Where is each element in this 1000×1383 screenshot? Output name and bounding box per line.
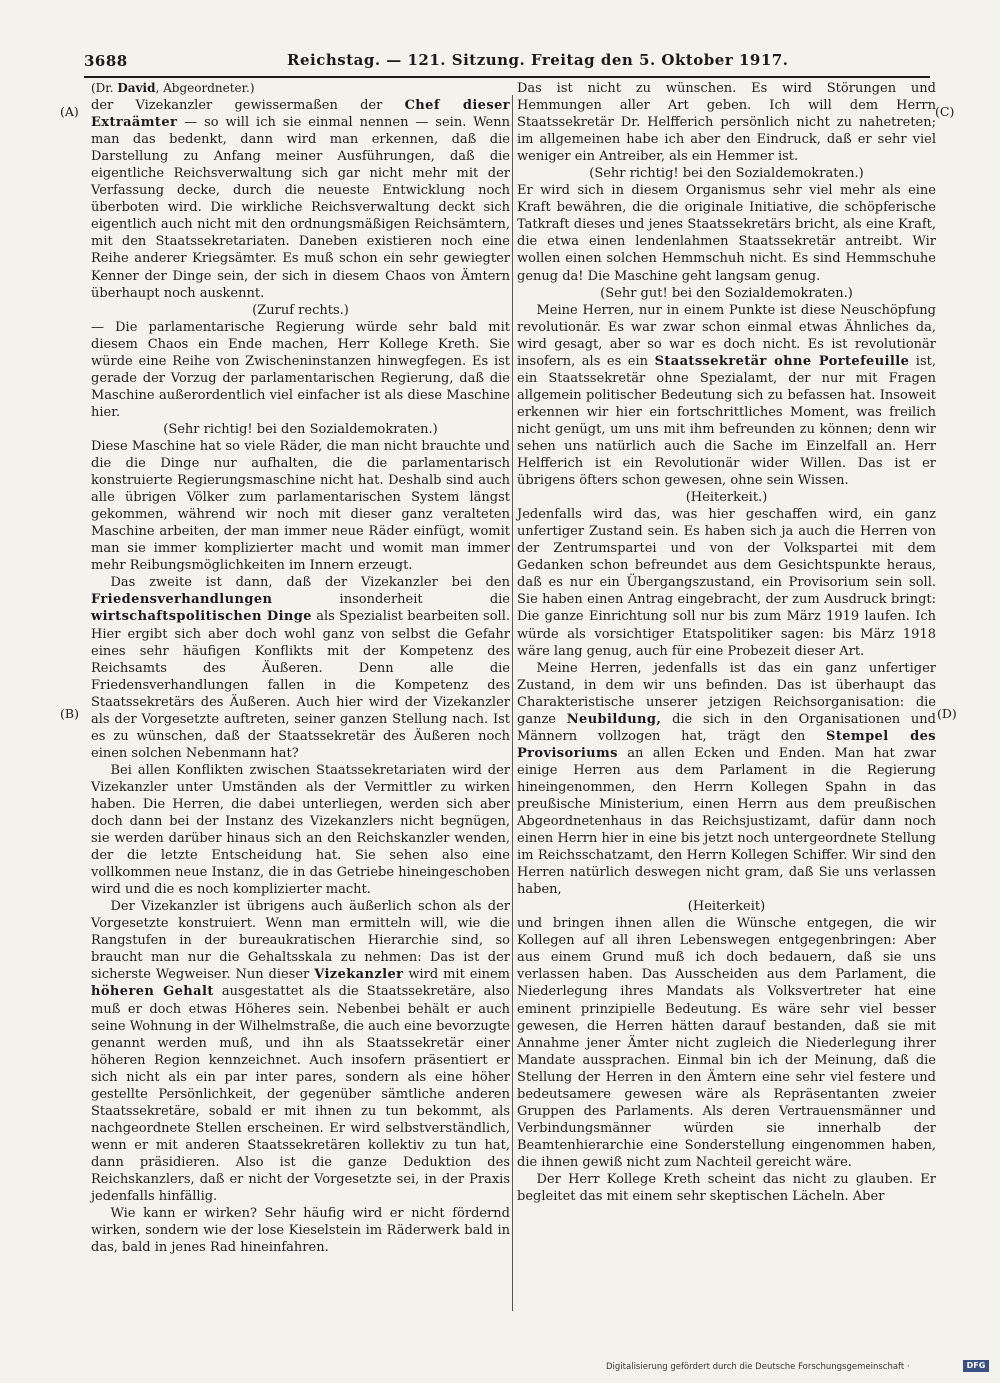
margin-marker-a: (A) bbox=[60, 104, 79, 119]
paragraph: der Vizekanzler gewissermaßen der Chef dieser Extraämter — so will ich sie einmal nennen — sein. Wenn man das bedenkt, dann wird man erkennen, daß die Darstellung zu Anfang meiner Ausführungen, daß die eigentliche Reichsverwaltung sich gar nicht mehr mit der Verfassung decke, durch die neueste Entwicklung noch überboten wird. Die wirkliche Reichsverwaltung deckt sich eigentlich auch nicht mit den ordnungsmäßigen Reichsämtern, mit den Staatssekretariaten. Daneben existieren noch eine Reihe anderer Kriegsämter. Es muß schon ein sehr gewiegter Kenner der Dinge sein, der sich in diesem Chaos von Ämtern überhaupt noch auskennt. bbox=[91, 98, 510, 301]
right-column bbox=[517, 80, 936, 1205]
paragraph: Das ist nicht zu wünschen. Es wird Störungen und Hemmungen aller Art geben. Ich will dem Herrn Staatssekretär Dr. Helfferich persönlich nicht zu nahetreten; im allgemeinen habe ich aber den Eindruck, daß er sehr viel weniger ein Antreiber, als ein Hemmer ist. bbox=[517, 81, 936, 165]
left-column bbox=[91, 80, 510, 1256]
column-divider bbox=[512, 95, 513, 1311]
paragraph: Er wird sich in diesem Organismus sehr viel mehr als eine Kraft bewähren, die die originale Initiative, die schöpferische Tatkraft dieses und jenes Staatssekretärs bricht, als eine Kraft, die etwa einen lendenlahmen Staatssekretär antreibt. Wir wollen einen solchen Hemmschuh nicht. Es sind Hemmschuhe genug da! Die Maschine geht langsam genug. bbox=[517, 183, 936, 284]
paragraph: Jedenfalls wird das, was hier geschaffen wird, ein ganz unfertiger Zustand sein. Es haben sich ja auch die Herren von der Zentrumspartei und von der Volkspartei mit dem Gedanken schon befreundet aus dem Gesichtspunkte heraus, daß es nur ein Übergangszustand, ein Provisorium sein soll. Sie haben einen Antrag eingebracht, der zum Ausdruck bringt: Die ganze Einrichtung soll nur bis zum März 1919 laufen. Ich würde als vorsichtiger Etatspolitiker sagen: bis März 1918 wäre lang genug, auch für eine Probezeit dieser Art. bbox=[517, 507, 936, 659]
speaker-line: (Dr. David, Abgeordneter.) bbox=[91, 81, 255, 95]
paragraph: — Die parlamentarische Regierung würde sehr bald mit diesem Chaos ein Ende machen, Herr Kollege Kreth. Sie würde eine Reihe von Zwischeninstanzen hinwegfegen. Es ist gerade der Vorzug der parlamentarischen Regierung, daß die Maschine außerordentlich viel einfacher ist als diese Maschine hier. bbox=[91, 319, 510, 420]
header-rule bbox=[84, 76, 930, 78]
interjection: (Heiterkeit.) bbox=[685, 490, 768, 506]
running-head: Reichstag. — 121. Sitzung. Freitag den 5. Oktober 1917. bbox=[287, 51, 789, 69]
interjection: (Heiterkeit) bbox=[687, 899, 766, 915]
interjection: (Sehr richtig! bei den Sozialdemokraten.) bbox=[163, 421, 438, 437]
interjection: (Sehr gut! bei den Sozialdemokraten.) bbox=[600, 285, 853, 301]
paragraph: Wie kann er wirken? Sehr häufig wird er nicht fördernd wirken, sondern wie der lose Kieselstein im Räderwerk bald in das, bald in jenes Rad hineinfahren. bbox=[91, 1206, 510, 1256]
paragraph: Meine Herren, jedenfalls ist das ein ganz unfertiger Zustand, in dem wir uns befinden. Das ist überhaupt das Charakteristische unserer jetzigen Reichsorganisation: die ganze Neubildung, die sich in den Organisationen und Männern vollzogen hat, trägt den Stempel des Provisoriums an allen Ecken und Enden. Man hat zwar einige Herren aus dem Parlament in die Regierung hineingenommen, den Herrn Kollegen Spahn in das preußische Ministerium, einen Herrn aus dem preußischen Abgeordnetenhaus in das Reichsjustizamt, dafür dann noch einen Herrn hier in eine bis jetzt noch untergeordnete Stellung im Reichsschatzamt, den Herrn Kollegen Schiffer. Wir sind den Herren natürlich deswegen nicht gram, daß Sie uns verlassen haben, bbox=[517, 660, 936, 898]
paragraph: Der Vizekanzler ist übrigens auch äußerlich schon als der Vorgesetzte konstruiert. Wenn man ermitteln will, wie die Rangstufen in der bureaukratischen Hierarchie sind, so braucht man nur die Gehaltsskala zu nehmen: Das ist der sicherste Wegweiser. Nun dieser Vizekanzler wird mit einem höheren Gehalt ausgestattet als die Staatssekretäre, also muß er doch etwas Höheres sein. Nebenbei behält er auch seine Wohnung in der Wilhelmstraße, die auch eine bevorzugte genannt werden muß, und ihn als Staatssekretär einer höheren Region kennzeichnet. Auch insofern präsentiert er sich nicht als ein par inter pares, sondern als eine höher gestellte Persönlichkeit, der gegenüber sämtliche anderen Staatssekretäre, sobald er mit ihnen zu tun bekommt, als nachgeordnete Stellen erscheinen. Er wird selbstverständlich, wenn er mit anderen Staatssekretären kollektiv zu tun hat, dann präsidieren. Also ist die ganze Deduktion des Reichskanzlers, daß er nicht der Vorgesetzte sei, in der Praxis jedenfalls hinfällig. bbox=[91, 899, 511, 1205]
margin-marker-b: (B) bbox=[60, 706, 79, 721]
footer-credit: Digitalisierung gefördert durch die Deutsche Forschungsgemeinschaft · bbox=[606, 1362, 910, 1372]
margin-marker-c: (C) bbox=[935, 104, 955, 119]
paragraph: Der Herr Kollege Kreth scheint das nicht zu glauben. Er begleitet das mit einem sehr skeptischen Lächeln. Aber bbox=[517, 1172, 936, 1205]
paragraph: Meine Herren, nur in einem Punkte ist diese Neuschöpfung revolutionär. Es war zwar schon einmal etwas Ähnliches da, wird gesagt, aber so war es doch nicht. Es ist revolutionär insofern, als es ein Staatssekretär ohne Portefeuille ist, ein Staatssekretär ohne Spezialamt, der nur mit Fragen allgemein politischer Bedeutung sich zu befassen hat. Insoweit erkennen wir hier ein fortschrittliches Moment, was freilich nicht genügt, um uns mit ihm befreunden zu können; denn wir sehen uns natürlich auch die Sache im Einzelfall an. Herr Helfferich ist ein Revolutionär wider Willen. Das ist er übrigens öfters schon gewesen, ohne sein Wissen. bbox=[517, 302, 936, 489]
speaker-name: David bbox=[117, 81, 156, 95]
margin-marker-d: (D) bbox=[937, 706, 957, 721]
dfg-logo: DFG bbox=[963, 1360, 989, 1372]
page-header bbox=[84, 52, 930, 78]
interjection: (Zuruf rechts.) bbox=[252, 302, 349, 318]
interjection: (Sehr richtig! bei den Sozialdemokraten.) bbox=[589, 166, 864, 182]
page-number: 3688 bbox=[84, 52, 128, 70]
paragraph: Das zweite ist dann, daß der Vizekanzler bei den Friedensverhandlungen insonderheit die wirtschaftspolitischen Dinge als Spezialist bearbeiten soll. Hier ergibt sich aber doch wohl ganz von selbst die Gefahr eines sehr häufigen Konflikts mit der Kompetenz des Reichsamts des Äußeren. Denn alle die Friedensverhandlungen fallen in die Kompetenz des Staatssekretärs des Äußeren. Auch hier wird der Vizekanzler als der Vorgesetzte auftreten, seiner ganzen Stellung nach. Ist es zu wünschen, daß der Staatssekretär des Äußeren noch einen solchen Nebenmann hat? bbox=[91, 575, 510, 761]
paragraph: Diese Maschine hat so viele Räder, die man nicht brauchte und die die Dinge nur aufhalten, die die parlamentarisch konstruierte Regierungsmaschine nicht hat. Deshalb sind auch alle übrigen Völker zum parlamentarischen System längst gekommen, während wir noch mit dieser ganz veralteten Maschine arbeiten, der man immer neue Räder einfügt, womit man sie immer komplizierter macht und womit man immer mehr Reibungsmöglichkeiten im Innern erzeugt. bbox=[91, 438, 510, 574]
paragraph: Bei allen Konflikten zwischen Staatssekretariaten wird der Vizekanzler unter Umständen als der Vermittler zu wirken haben. Die Herren, die dabei unterliegen, werden sich aber doch dann bei der Instanz des Vizekanzlers nicht begnügen, sie werden darüber hinaus sich an den Reichskanzler wenden, der die letzte Entscheidung hat. Sie sehen also eine vollkommen neue Instanz, die in das Getriebe hineingeschoben wird und die es noch komplizierter macht. bbox=[91, 762, 510, 898]
paragraph: und bringen ihnen allen die Wünsche entgegen, die wir Kollegen auf all ihren Lebenswegen entgegenbringen: Aber aus einem Grund muß ich doch bedauern, daß sie uns verlassen haben. Das Ausscheiden aus dem Parlament, die Niederlegung ihres Mandats als Volksvertreter hat eine eminent prinzipielle Bedeutung. Es wäre sehr viel besser gewesen, die Herren hätten darauf bestanden, daß sie mit Annahme jener Ämter nicht zugleich die Niederlegung ihrer Mandate aussprachen. Einmal bin ich der Meinung, daß die Stellung der Herren in den Ämtern eine sehr viel festere und bedeutsamere gewesen wäre als Repräsentanten zweier Gruppen des Parlaments. Als deren Vertrauensmänner und Verbindungsmänner würden sie innerhalb der Beamtenhierarchie eine Sonderstellung eingenommen haben, die ihnen gewiß nicht zum Nachteil gereicht wäre. bbox=[517, 916, 936, 1170]
